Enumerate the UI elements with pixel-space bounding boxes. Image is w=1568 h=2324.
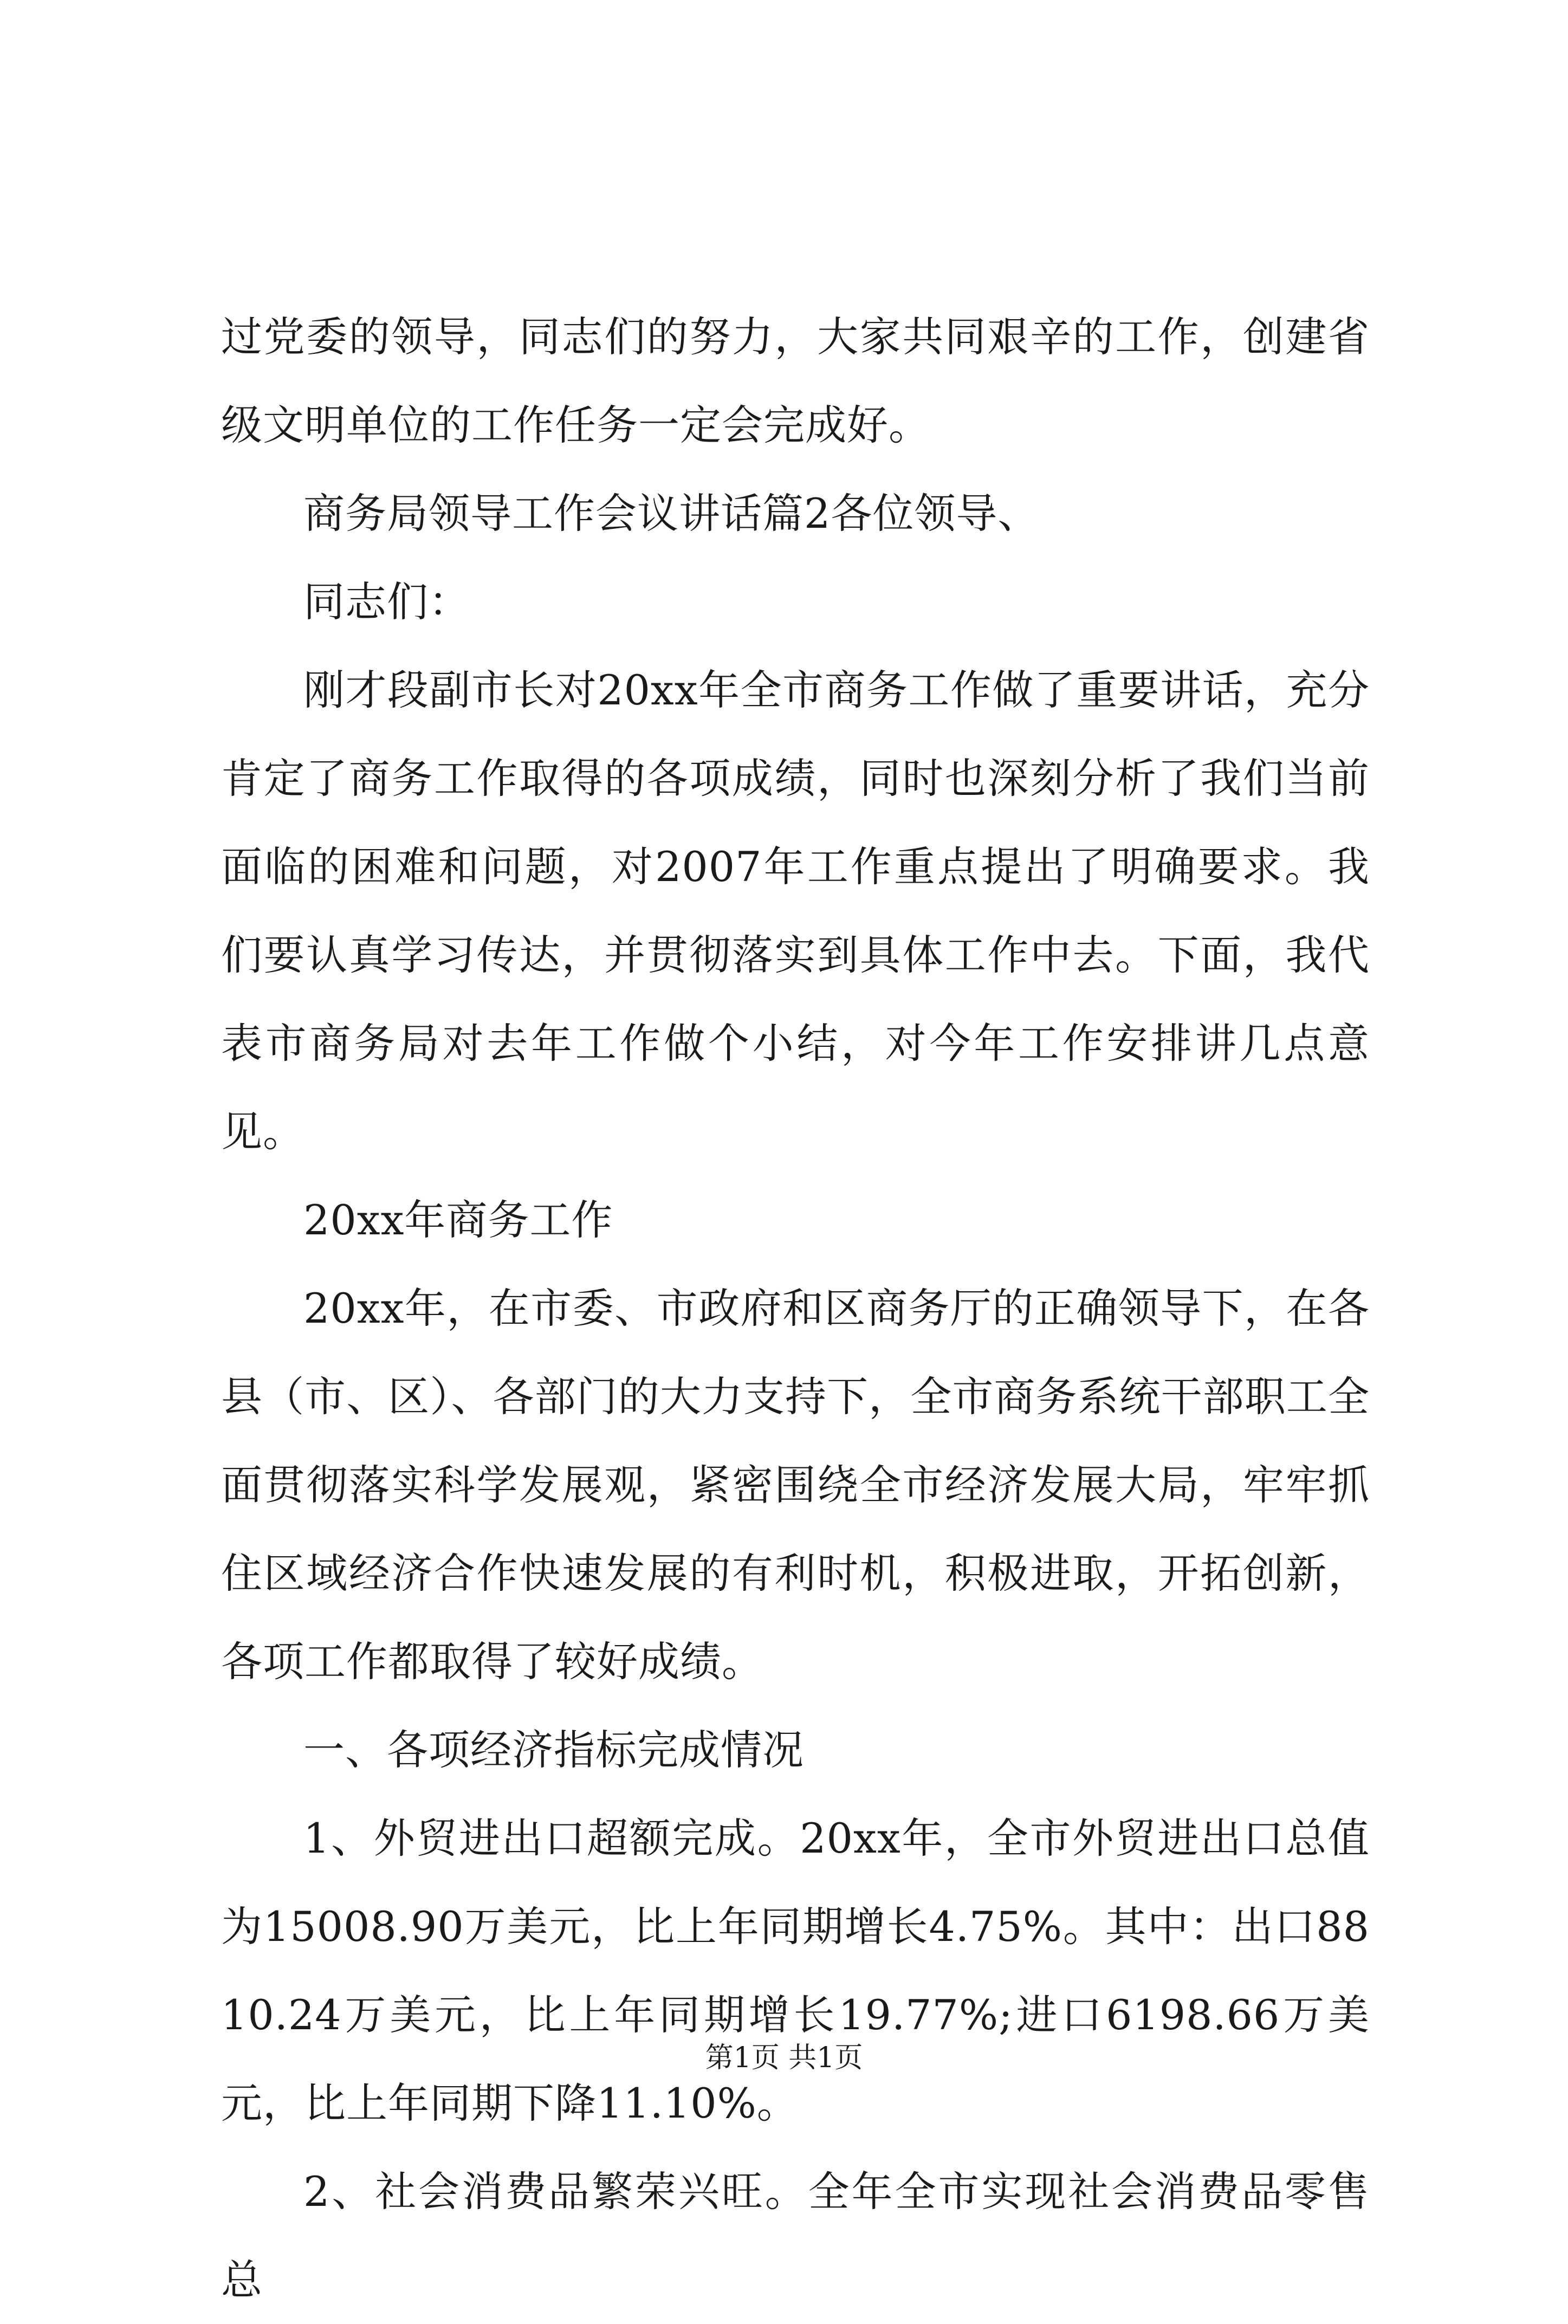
paragraph-introduction: 刚才段副市长对20xx年全市商务工作做了重要讲话，充分肯定了商务工作取得的各项成绩，同时也深刻分析了我们当前面临的困难和问题，对2007年工作重点提出了明确要求。我们要认真学习传达，并贯彻落实到具体工作中去。下面，我代表市商务局对去年工作做个小结，对今年工作安排讲几点意见。 xyxy=(221,666,1370,1156)
paragraph-salutation: 同志们： xyxy=(303,578,470,626)
paragraph-consumer-goods: 2、社会消费品繁荣兴旺。全年全市实现社会消费品零售总 xyxy=(221,2167,1370,2304)
paragraph-work-overview: 20xx年，在市委、市政府和区商务厅的正确领导下，在各县（市、区）、各部门的大力支持下，全市商务系统干部职工全面贯彻落实科学发展观，紧密围绕全市经济发展大局，牢牢抓住区域经济合作快速发展的有利时机，积极进取，开拓创新，各项工作都取得了较好成绩。 xyxy=(221,1284,1370,1686)
page-footer: 第1页 共1页 xyxy=(705,2042,863,2074)
section-heading-indicators: 一、各项经济指标完成情况 xyxy=(303,1726,804,1774)
document-body xyxy=(221,293,1370,2324)
paragraph-speech-title: 商务局领导工作会议讲话篇2各位领导、 xyxy=(303,489,1040,538)
paragraph-foreign-trade: 1、外贸进出口超额完成。20xx年，全市外贸进出口总值为15008.90万美元，比上年同期增长4.75%。其中：出口8810.24万美元，比上年同期增长19.77%;进口6198.66万美元，比上年同期下降11.10%。 xyxy=(221,1814,1370,2127)
section-heading-work-summary: 20xx年商务工作 xyxy=(303,1196,613,1244)
paragraph-continuation: 过党委的领导，同志们的努力，大家共同艰辛的工作，创建省级文明单位的工作任务一定会完成好。 xyxy=(221,313,1370,449)
